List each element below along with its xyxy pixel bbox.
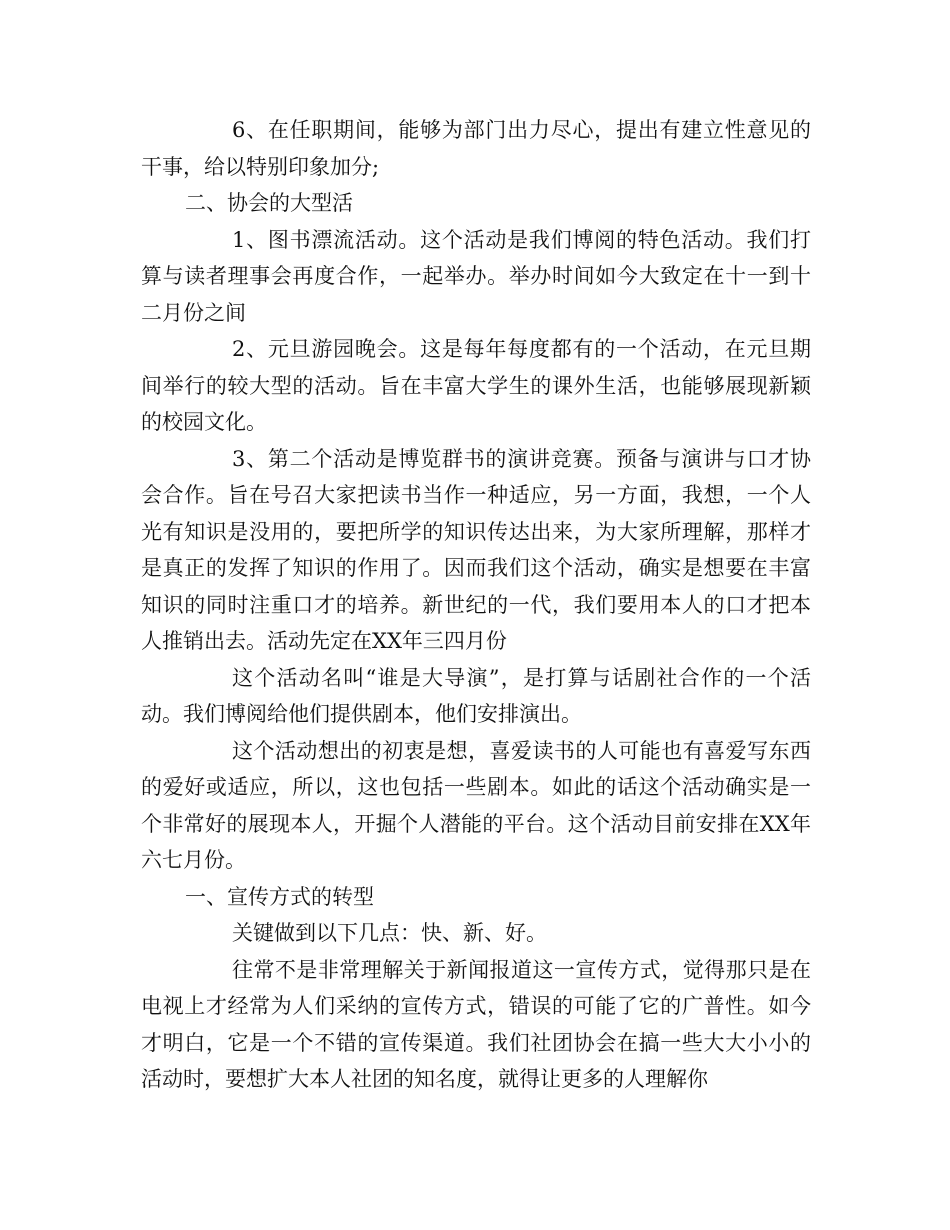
paragraph-activity-intention: 这个活动想出的初衷是想，喜爱读书的人可能也有喜爱写东西的爱好或适应，所以，这也包括一些剧本。如此的话这个活动确实是一个非常好的展现本人，开掘个人潜能的平台。这个活动目前安排在XX年六七月份。 <box>141 738 811 872</box>
paragraph-news-publicity: 往常不是非常理解关于新闻报道这一宣传方式，觉得那只是在电视上才经常为人们采纳的宣传方式，错误的可能了它的广普性。如今才明白，它是一个不错的宣传渠道。我们社团协会在搞一些大大小小的活动时，要想扩大本人社团的知名度，就得让更多的人理解你 <box>141 957 811 1091</box>
paragraph-item-6-bonus: 6、在任职期间，能够为部门出力尽心，提出有建立性意见的干事，给以特别印象加分; <box>141 118 811 179</box>
paragraph-speech-contest: 3、第二个活动是博览群书的演讲竞赛。预备与演讲与口才协会合作。旨在号召大家把读书当作一种适应，另一方面，我想，一个人光有知识是没用的，要把所学的知识传达出来，为大家所理解，那样才是真正的发挥了知识的作用了。因而我们这个活动，确实是想要在丰富知识的同时注重口才的培养。新世纪的一代，我们要用本人的口才把本人推销出去。活动先定在XX年三四月份 <box>141 446 811 653</box>
paragraph-new-year-gala: 2、元旦游园晚会。这是每年每度都有的一个活动，在元旦期间举行的较大型的活动。旨在丰富大学生的课外生活，也能够展现新颖的校园文化。 <box>141 337 811 434</box>
document-body <box>141 112 811 1098</box>
paragraph-director-activity: 这个活动名叫“谁是大导演”，是打算与话剧社合作的一个活动。我们博阅给他们提供剧本，他们安排演出。 <box>141 665 811 726</box>
section-heading-large-activities: 二、协会的大型活 <box>185 191 353 215</box>
section-heading-publicity-transformation: 一、宣传方式的转型 <box>185 884 374 909</box>
paragraph-book-drift-activity: 1、图书漂流活动。这个活动是我们博阅的特色活动。我们打算与读者理事会再度合作，一起举办。举办时间如今大致定在十一到十二月份之间 <box>141 227 811 325</box>
paragraph-key-points: 关键做到以下几点：快、新、好。 <box>232 921 547 945</box>
